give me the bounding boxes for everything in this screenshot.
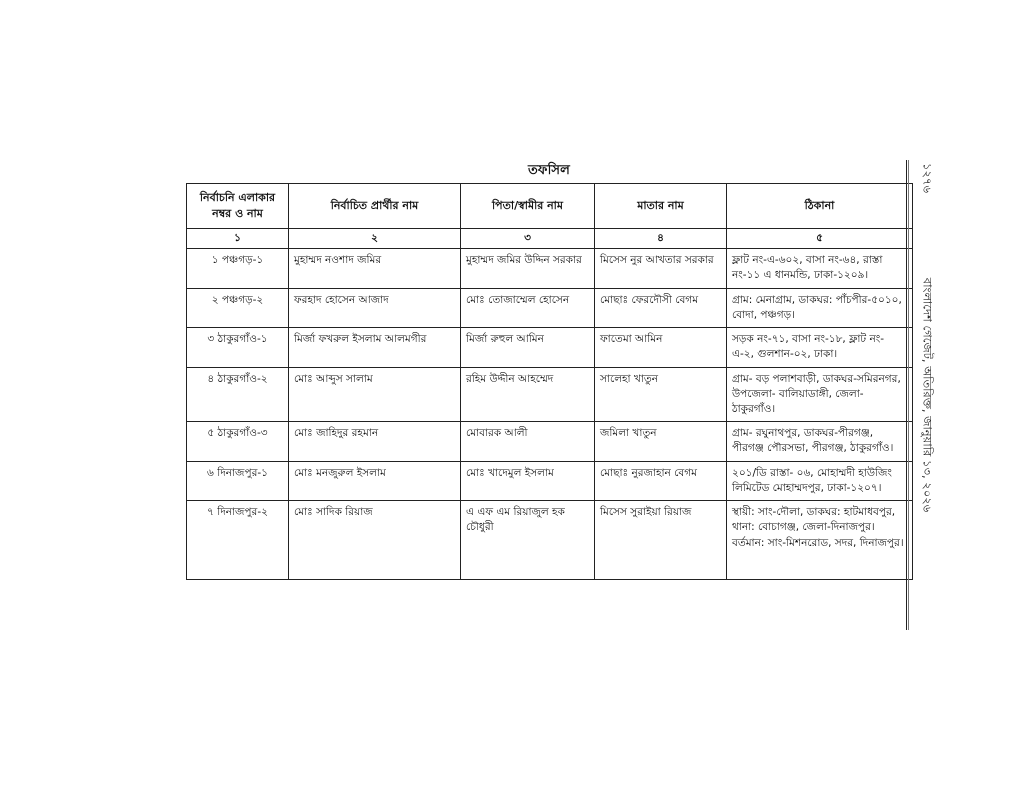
address-cell: ২০১/ডি রাস্তা- ০৬, মোহাম্মদী হাউজিং লিমিটেড মোহাম্মদপুর, ঢাকা-১২০৭।	[727, 461, 913, 500]
address-cell: স্থায়ী: সাং-দৌলা, ডাকঘর: হাটমাধবপুর, থানা: বোচাগঞ্জ, জেলা-দিনাজপুর। বর্তমান: সাং-মিশনরোড, সদর, দিনাজপুর।	[727, 501, 913, 580]
column-number: ৩	[461, 229, 595, 249]
column-number: ২	[289, 229, 461, 249]
mother-cell: মিসেস সুরাইয়া রিয়াজ	[595, 501, 727, 580]
table-row	[187, 501, 913, 580]
address-cell: সড়ক নং-৭১, বাসা নং-১৮, ফ্লাট নং- এ-২, গুলশান-০২, ঢাকা।	[727, 328, 913, 367]
header-father: পিতা/স্বামীর নাম	[461, 184, 595, 229]
father-cell: মোবারক আলী	[461, 422, 595, 461]
candidate-cell: মুহাম্মদ নওশাদ জমির	[289, 249, 461, 288]
column-number: ৫	[727, 229, 913, 249]
candidate-cell: মির্জা ফখরুল ইসলাম আলমগীর	[289, 328, 461, 367]
father-cell: মোঃ তোজাম্মেল হোসেন	[461, 288, 595, 327]
address-cell: গ্রাম- বড় পলাশবাড়ী, ডাকঘর-সমিরনগর, উপজেলা- বালিয়াডাঙ্গী, জেলা- ঠাকুরগাঁও।	[727, 367, 913, 422]
candidate-cell: মোঃ সাদিক রিয়াজ	[289, 501, 461, 580]
candidate-cell: মোঃ জাহিদুর রহমান	[289, 422, 461, 461]
header-candidate: নির্বাচিত প্রার্থীর নাম	[289, 184, 461, 229]
address-cell: ফ্লাট নং-এ-৬০২, বাসা নং-৬৪, রাস্তা নং-১১ এ ধানমন্ডি, ঢাকা-১২০৯।	[727, 249, 913, 288]
mother-cell: মোছাঃ নুরজাহান বেগম	[595, 461, 727, 500]
father-cell: মুহাম্মদ জমির উদ্দিন সরকার	[461, 249, 595, 288]
candidate-cell: ফরহাদ হোসেন আজাদ	[289, 288, 461, 327]
father-cell: মোঃ খাদেমুল ইসলাম	[461, 461, 595, 500]
table-row	[187, 328, 913, 367]
area-cell: ৬ দিনাজপুর-১	[187, 461, 289, 500]
candidate-cell: মোঃ মনজুরুল ইসলাম	[289, 461, 461, 500]
header-address: ঠিকানা	[727, 184, 913, 229]
margin-rule	[906, 160, 907, 630]
column-number-row	[187, 229, 913, 249]
mother-cell: সালেহা খাতুন	[595, 367, 727, 422]
margin-rule	[908, 160, 909, 630]
mother-cell: মোছাঃ ফেরদৌসী বেগম	[595, 288, 727, 327]
table-row	[187, 367, 913, 422]
candidate-cell: মোঃ আব্দুস সালাম	[289, 367, 461, 422]
header-row	[187, 184, 913, 229]
area-cell: ৪ ঠাকুরগাঁও-২	[187, 367, 289, 422]
page-number: ১২৭৬	[920, 163, 935, 193]
header-mother: মাতার নাম	[595, 184, 727, 229]
father-cell: মির্জা রুহুল আমিন	[461, 328, 595, 367]
column-number: ৪	[595, 229, 727, 249]
table-row	[187, 422, 913, 461]
area-cell: ৫ ঠাকুরগাঁও-৩	[187, 422, 289, 461]
column-number: ১	[187, 229, 289, 249]
table-row	[187, 461, 913, 500]
header-area: নির্বাচনি এলাকার নম্বর ও নাম	[187, 184, 289, 229]
table-row	[187, 249, 913, 288]
address-cell: গ্রাম: মেনাগ্রাম, ডাকঘর: পাঁচপীর-৫০১০, বোদা, পঞ্চগড়।	[727, 288, 913, 327]
table-row	[187, 288, 913, 327]
father-cell: রহিম উদ্দীন আহম্মেদ	[461, 367, 595, 422]
schedule-table	[186, 183, 913, 580]
father-cell: এ এফ এম রিয়াজুল হক চৌধুরী	[461, 501, 595, 580]
mother-cell: জমিলা খাতুন	[595, 422, 727, 461]
mother-cell: মিসেস নুর আখতার সরকার	[595, 249, 727, 288]
gazette-header: বাংলাদেশ গেজেট, অতিরিক্ত, জানুয়ারি ১৩, ২০২৬	[920, 277, 935, 513]
area-cell: ৩ ঠাকুরগাঁও-১	[187, 328, 289, 367]
document-title: তফসিল	[527, 163, 571, 178]
address-cell: গ্রাম- রঘুনাথপুর, ডাকঘর-পীরগঞ্জ, পীরগঞ্জ পৌরসভা, পীরগঞ্জ, ঠাকুরগাঁও।	[727, 422, 913, 461]
area-cell: ২ পঞ্চগড়-২	[187, 288, 289, 327]
area-cell: ১ পঞ্চগড়-১	[187, 249, 289, 288]
area-cell: ৭ দিনাজপুর-২	[187, 501, 289, 580]
mother-cell: ফাতেমা আমিন	[595, 328, 727, 367]
